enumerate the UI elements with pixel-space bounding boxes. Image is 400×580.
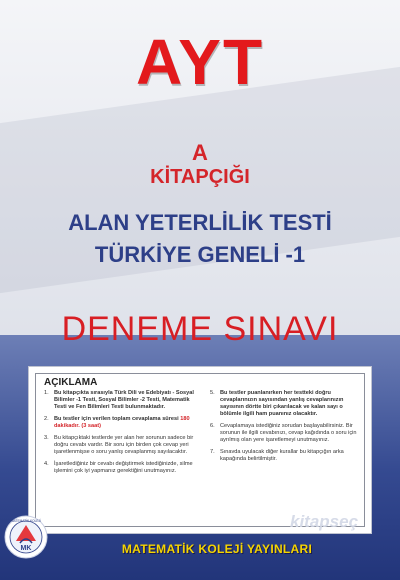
- instruction-text: Cevaplamaya istediğiniz sorudan başlayabilirsiniz. Bir sorunun ile ilgili cevabınızı, cevap kağıdında o soru için ayrılmış olan yere işaretlemeyi unutmayınız.: [220, 423, 357, 443]
- instruction-number: 7.: [210, 449, 215, 455]
- logo-initials: MK: [20, 545, 32, 552]
- instruction-item: [210, 423, 360, 444]
- instructions-frame: [35, 373, 365, 527]
- instruction-text: Sınavda uyulacak diğer kurallar bu kitapçığın arka kapağında belirtilmiştir.: [220, 449, 344, 462]
- instruction-number: 5.: [210, 390, 215, 396]
- instruction-item: [44, 416, 202, 430]
- test-subtitle: TÜRKİYE GENELİ -1: [94, 242, 306, 267]
- booklet-label: KİTAPÇIĞI: [150, 166, 250, 188]
- instructions-column-left: [44, 390, 202, 480]
- instruction-text: Bu kitapçıktaki testlerde yer alan her sorunun sadece bir doğru cevabı vardır. Bir soru için birden çok cevap yeri işaretlenmişse o soru yanlış cevaplanmış sayılacaktır.: [54, 435, 194, 455]
- instruction-text: Bu kitapçıkta sırasıyla Türk Dili ve Edebiyatı - Sosyal Bilimler -1 Testi, Sosyal Bilimler -2 Testi, Matematik Testi ve Fen Bilimleri Testi bulunmaktadır.: [54, 390, 194, 410]
- instruction-text: [54, 416, 202, 430]
- instruction-text: İşaretlediğiniz bir cevabı değiştirmek istediğinizde, silme işlemini çok iyi yapmanız gerektiğini unutmayınız.: [54, 461, 193, 474]
- exam-name: DENEME SINAVI: [61, 310, 339, 348]
- duration-highlight: 180 dakikadır. (3 saat): [54, 416, 190, 429]
- test-title: ALAN YETERLİLİK TESTİ: [68, 210, 332, 235]
- instruction-item: [210, 390, 360, 418]
- instruction-number: 3.: [44, 435, 49, 441]
- booklet-letter: A: [192, 140, 208, 165]
- brand-title: AYT: [135, 26, 265, 98]
- instruction-item: [44, 435, 202, 456]
- instruction-item: [44, 390, 202, 411]
- instruction-number: 2.: [44, 416, 49, 422]
- instructions-column-right: [210, 390, 360, 468]
- instruction-text-part: Bu testler için verilen toplam cevaplama süresi: [54, 416, 179, 422]
- publisher-name: MATEMATİK KOLEJİ YAYINLARI: [121, 542, 313, 556]
- instructions-title: AÇIKLAMA: [44, 377, 98, 388]
- logo-text: MATEMATİK KOLEJİ: [11, 519, 41, 523]
- publisher-logo: [4, 515, 48, 559]
- instruction-number: 1.: [44, 390, 49, 396]
- instruction-number: 4.: [44, 461, 49, 467]
- instruction-text: Bu testler puanlanırken her testteki doğru cevaplarınızın sayısından yanlış cevaplarınızın sayısının dörtte biri çıkarılacak ve kalan sayı o bölümle ilgili ham puanınız olacaktır.: [220, 390, 344, 417]
- instruction-item: [210, 449, 360, 463]
- instruction-item: [44, 461, 202, 475]
- watermark: kitapseç: [290, 512, 359, 531]
- instruction-number: 6.: [210, 423, 215, 429]
- instructions-panel: [28, 366, 372, 534]
